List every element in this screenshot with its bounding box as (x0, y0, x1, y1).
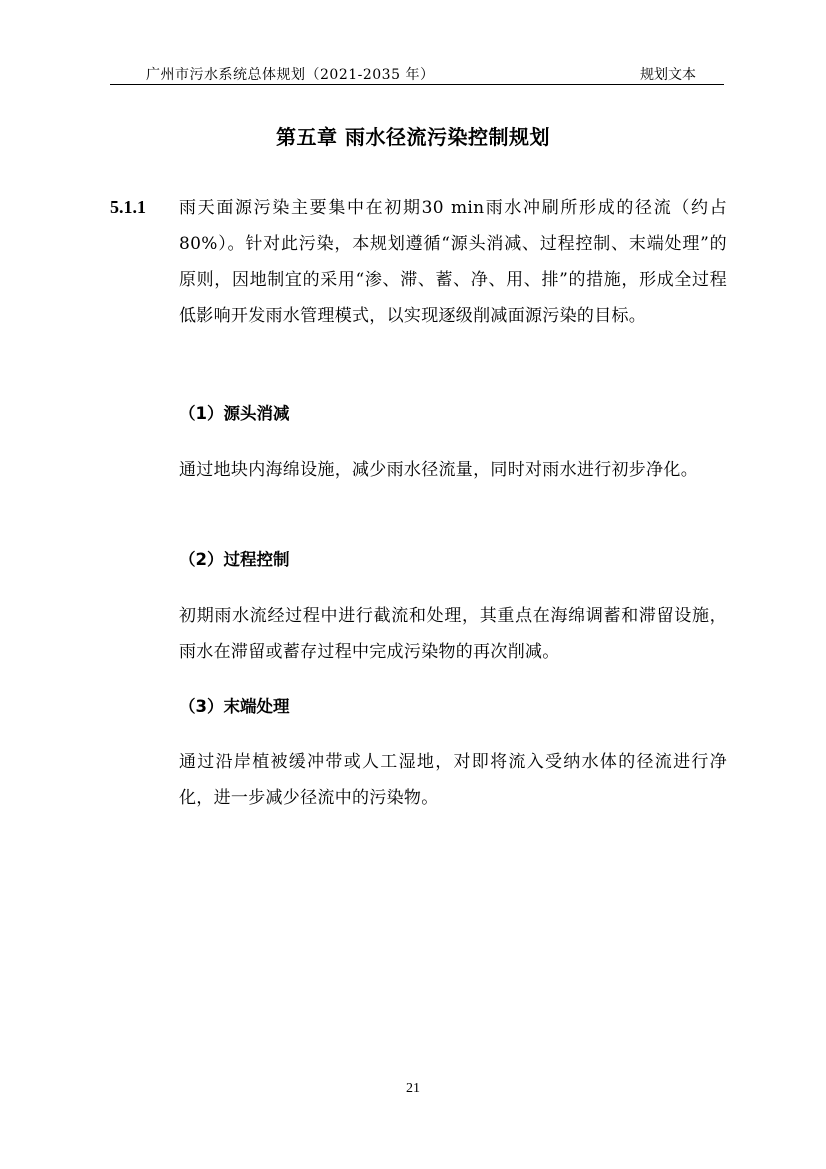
section-heading-process-control: （2）过程控制 (179, 550, 290, 569)
section-text-end-treatment: 通过沿岸植被缓冲带或人工湿地，对即将流入受纳水体的径流进行净化，进一步减少径流中的污染物。 (179, 752, 727, 808)
section-text-process-control: 初期雨水流经过程中进行截流和处理，其重点在海绵调蓄和滞留设施，雨水在滞留或蓄存过程中完成污染物的再次削减。 (179, 606, 727, 662)
clause-text: 雨天面源污染主要集中在初期30 min雨水冲刷所形成的径流（约占80%）。针对此污染，本规划遵循“源头消减、过程控制、末端处理”的原则，因地制宜的采用“渗、滞、蓄、净、用、排”的措施，形成全过程低影响开发雨水管理模式，以实现逐级削减面源污染的目标。 (179, 198, 727, 326)
header-document-title: 广州市污水系统总体规划（2021-2035 年） (146, 67, 435, 83)
chapter-title: 第五章 雨水径流污染控制规划 (276, 125, 550, 149)
page-number: 21 (406, 1081, 420, 1096)
section-heading-source-reduction: （1）源头消减 (179, 404, 290, 423)
section-heading-end-treatment: （3）末端处理 (179, 697, 290, 716)
clause-number: 5.1.1 (110, 197, 146, 217)
header-document-type: 规划文本 (640, 67, 696, 83)
page-header (110, 62, 724, 85)
section-text-source-reduction: 通过地块内海绵设施，减少雨水径流量，同时对雨水进行初步净化。 (179, 460, 698, 480)
